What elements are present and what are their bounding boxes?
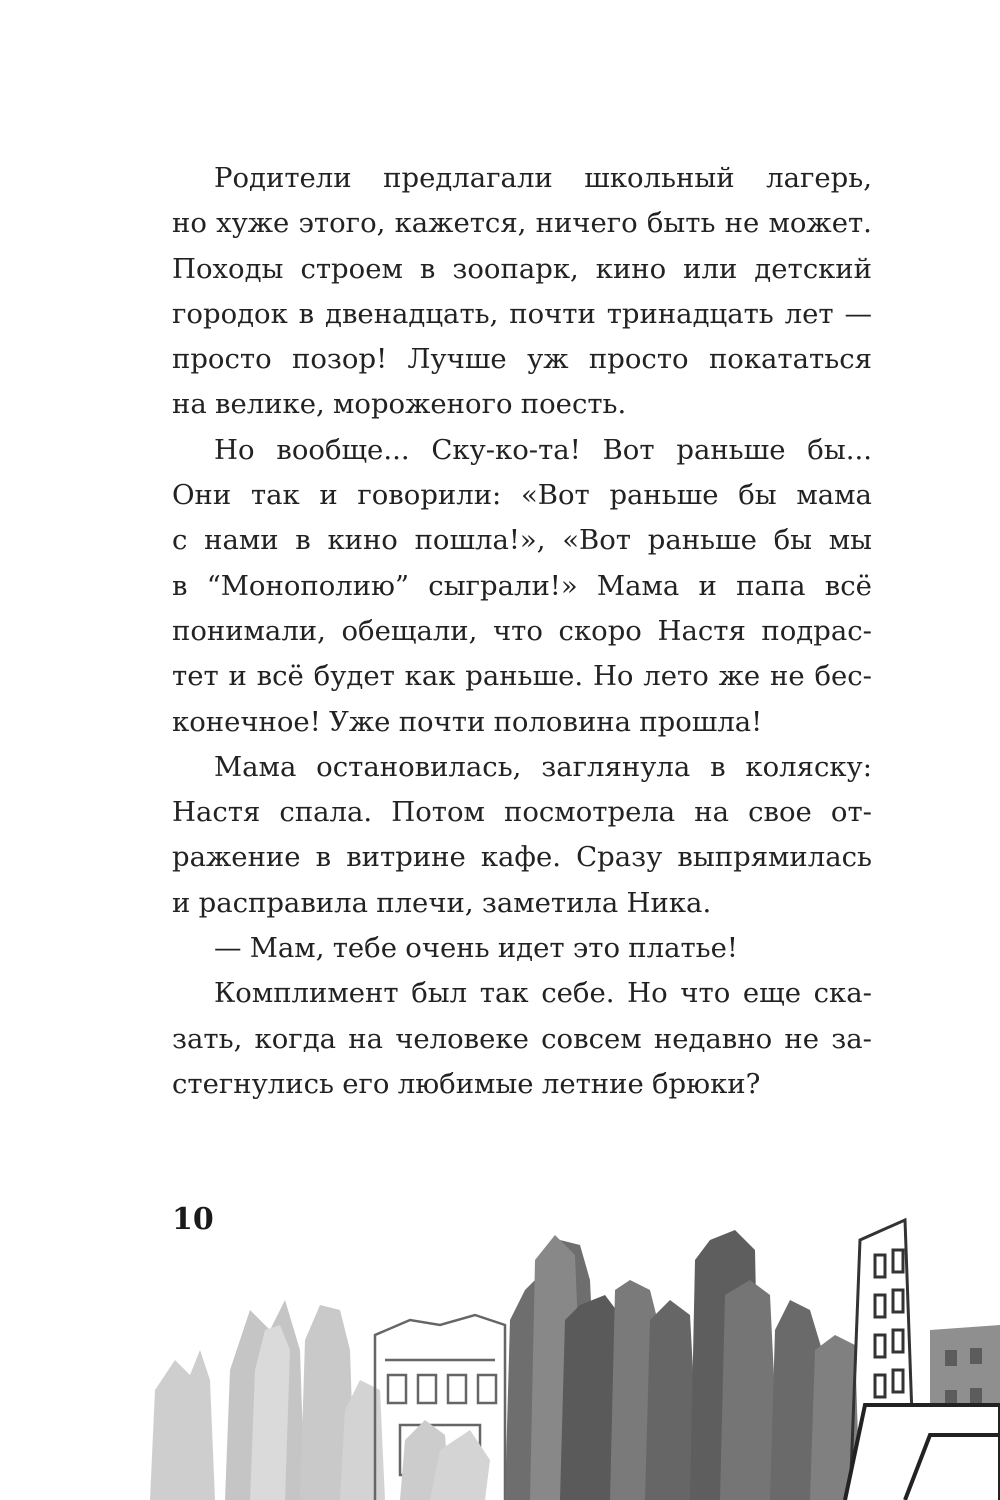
- text-line: с нами в кино пошла!», «Вот раньше бы мы: [172, 524, 872, 557]
- text-line: и расправила плечи, заметила Ника.: [172, 886, 712, 919]
- text-line: зать, когда на человеке совсем недавно не за-: [172, 1022, 872, 1055]
- text-line: но хуже этого, кажется, ничего быть не может.: [172, 207, 872, 240]
- text-line: в “Монополию” сыграли!» Мама и папа всё: [172, 569, 872, 602]
- text-line: на велике, мороженого поесть.: [172, 388, 627, 421]
- text-line: — Мам, тебе очень идет это платье!: [214, 932, 738, 965]
- dark-trees: [505, 1230, 860, 1500]
- text-line: просто позор! Лучше уж просто покататься: [172, 343, 872, 376]
- text-line: Настя спала. Потом посмотрела на свое от-: [172, 796, 872, 829]
- page-text: [172, 156, 872, 1107]
- left-trees: [150, 1300, 385, 1500]
- text-line: Родители предлагали школьный лагерь,: [214, 162, 872, 194]
- text-line: понимали, обещали, что скоро Настя подрас-: [172, 614, 872, 647]
- text-line: Походы строем в зоопарк, кино или детский: [172, 252, 872, 285]
- roof-shape: [845, 1405, 1000, 1500]
- text-line: ражение в витрине кафе. Сразу выпрямилась: [172, 841, 872, 874]
- city-skyline-illustration: [0, 1200, 1000, 1500]
- text-line: Но вообще... Ску-ко-та! Вот раньше бы...: [214, 433, 872, 466]
- text-line: городок в двенадцать, почти тринадцать лет —: [172, 297, 872, 330]
- page-number: 10: [172, 1202, 214, 1237]
- text-line: стегнулись его любимые летние брюки?: [172, 1067, 761, 1100]
- text-line: Комплимент был так себе. Но что еще ска-: [214, 977, 872, 1010]
- front-bushes: [400, 1420, 490, 1500]
- text-line: конечное! Уже почти половина прошла!: [172, 705, 763, 738]
- text-line: тет и всё будет как раньше. Но лето же не бес-: [172, 660, 872, 693]
- text-line: Мама остановилась, заглянула в коляску:: [214, 750, 872, 783]
- text-line: Они так и говорили: «Вот раньше бы мама: [172, 479, 872, 512]
